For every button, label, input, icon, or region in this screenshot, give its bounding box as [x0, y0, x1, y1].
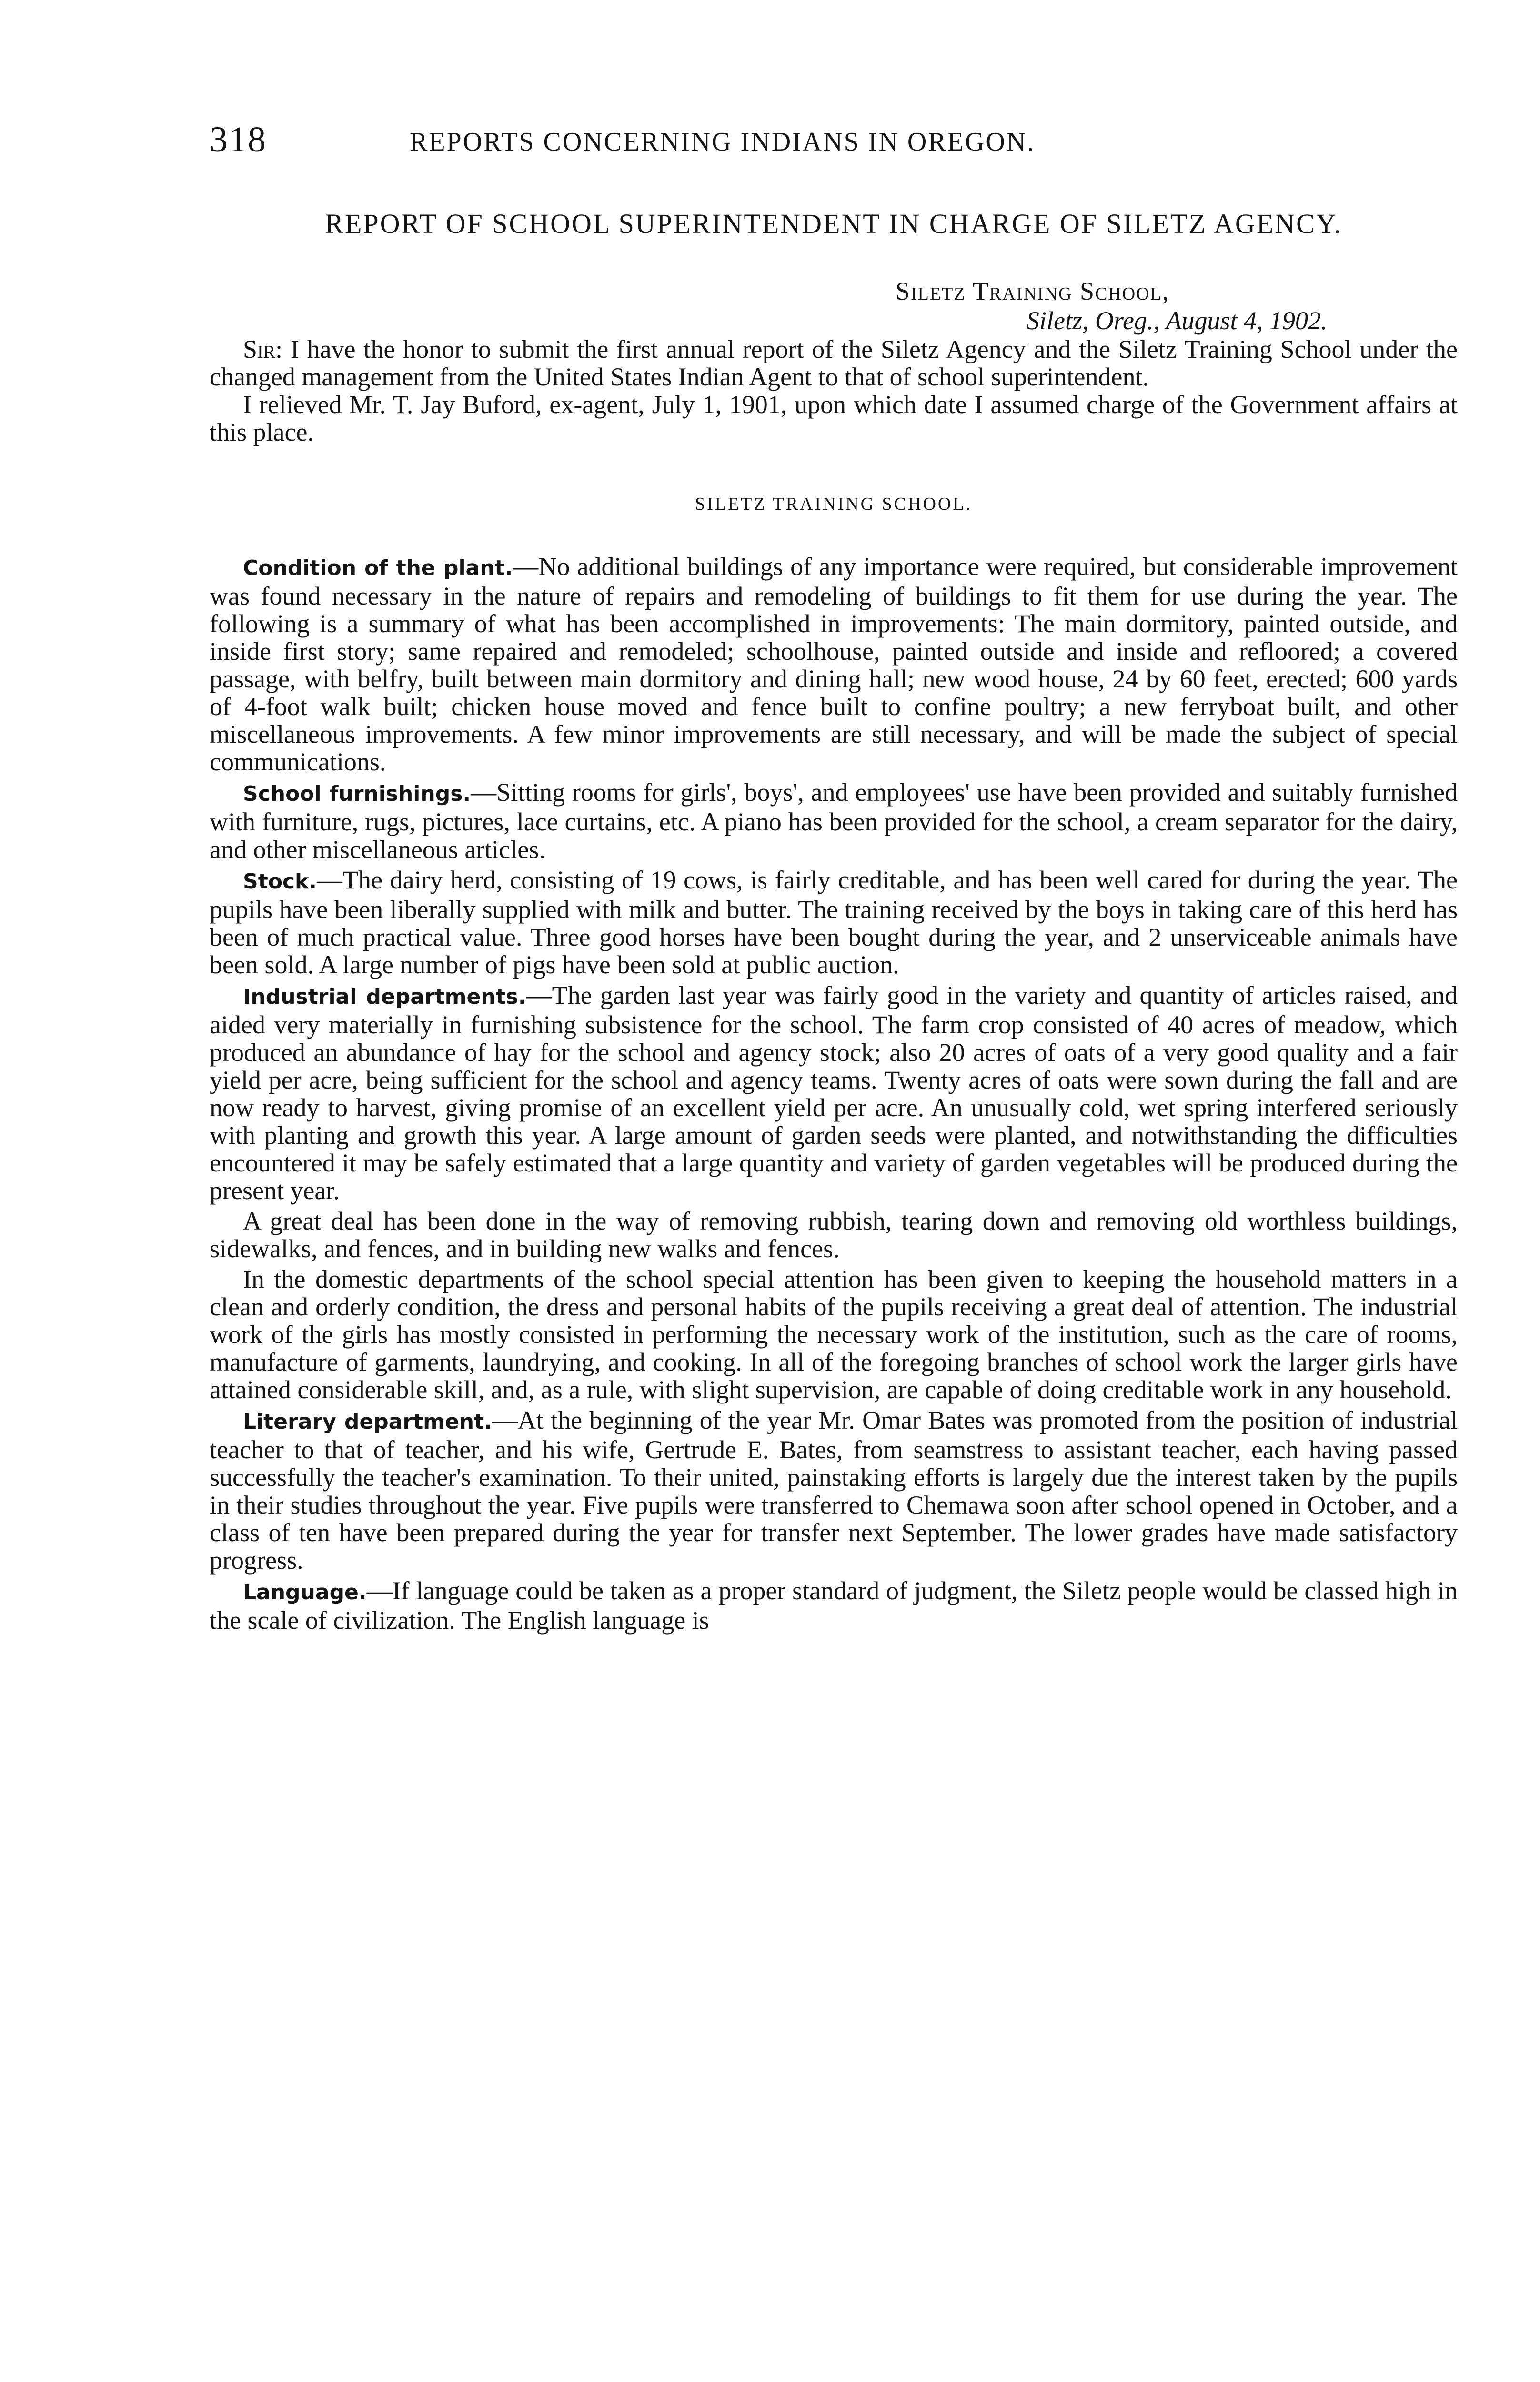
paragraph-text: —No additional buildings of any importance were required, but considerable improvement was found necessary in the nature of repairs and remodeling of buildings to fit them for use during the year. The following is a summary of what has been accomplished in improvements: The main dormitory, painted outside, and inside first story; same repaired and remodeled; schoolhouse, painted outside and inside and refloored; a covered passage, with belfry, built between main dormitory and dining hall; new wood house, 24 by 60 feet, erected; 600 yards of 4-foot walk built; chicken house moved and fence built to confine poultry; a new ferryboat built, and other miscellaneous improvements. A few minor improvements are still necessary, and will be made the subject of special communications.	[210, 552, 1458, 776]
body-paragraph	[210, 1207, 1458, 1262]
paragraph-heading: Condition of the plant.	[243, 556, 513, 580]
intro-section	[210, 335, 1458, 446]
body-paragraph	[210, 1265, 1458, 1403]
intro-paragraph	[210, 335, 1458, 391]
document-page	[210, 119, 1458, 1634]
body-paragraph	[210, 778, 1458, 863]
intro-paragraph-text: I have the honor to submit the first annual report of the Siletz Agency and the Siletz Training School under the changed management from the United States Indian Agent to that of school superintendent.	[210, 335, 1458, 391]
paragraph-text: —The garden last year was fairly good in the variety and quantity of articles raised, and aided very materially in furnishing subsistence for the school. The farm crop consisted of 40 acres of meadow, which produced an abundance of hay for the school and agency stock; also 20 acres of oats of a very good quality and a fair yield per acre, being sufficient for the school and agency teams. Twenty acres of oats were sown during the fall and are now ready to harvest, giving promise of an excellent yield per acre. An unusually cold, wet spring interfered seriously with planting and growth this year. A large amount of garden seeds were planted, and notwithstanding the difficulties encountered it may be safely estimated that a large quantity and variety of garden vegetables will be produced during the present year.	[210, 981, 1458, 1205]
paragraph-heading: Stock.	[243, 869, 317, 894]
paragraph-text: —The dairy herd, consisting of 19 cows, is fairly creditable, and has been well cared for during the year. The pupils have been liberally supplied with milk and butter. The training received by the boys in taking care of this herd has been of much practical value. Three good horses have been bought during the year, and 2 unserviceable animals have been sold. A large number of pigs have been sold at public auction.	[210, 866, 1458, 979]
page-number: 318	[210, 120, 267, 160]
body-paragraph	[210, 1577, 1458, 1634]
body-paragraph	[210, 553, 1458, 776]
paragraph-heading: Literary department.	[243, 1410, 492, 1434]
section-heading: SILETZ TRAINING SCHOOL.	[695, 494, 973, 514]
paragraph-heading: Industrial departments.	[243, 985, 526, 1009]
dateline-place: Siletz Training School,	[896, 277, 1170, 305]
paragraph-heading: School furnishings.	[243, 782, 471, 806]
paragraph-text: A great deal has been done in the way of removing rubbish, tearing down and removing old worthless buildings, sidewalks, and fences, and in building new walks and fences.	[210, 1207, 1458, 1263]
report-body	[210, 553, 1458, 1634]
report-title: REPORT OF SCHOOL SUPERINTENDENT IN CHARGE OF SILETZ AGENCY.	[325, 208, 1342, 239]
dateline-date: Siletz, Oreg., August 4, 1902.	[1027, 306, 1328, 335]
intro-paragraph-text: I relieved Mr. T. Jay Buford, ex-agent, July 1, 1901, upon which date I assumed charge of the Government affairs at this place.	[210, 390, 1458, 446]
intro-paragraph	[210, 391, 1458, 446]
paragraph-text: In the domestic departments of the school special attention has been given to keeping the household matters in a clean and orderly condition, the dress and personal habits of the pupils receiving a great deal of attention. The industrial work of the girls has mostly consisted in performing the necessary work of the institution, such as the care of rooms, manufacture of garments, laundrying, and cooking. In all of the foregoing branches of school work the larger girls have attained considerable skill, and, as a rule, with slight supervision, are capable of doing creditable work in any household.	[210, 1265, 1458, 1404]
paragraph-text: —If language could be taken as a proper standard of judgment, the Siletz people would be classed high in the scale of civilization. The English language is	[210, 1576, 1458, 1635]
salutation: Sir:	[243, 335, 283, 363]
body-paragraph	[210, 866, 1458, 979]
page-header	[210, 119, 1458, 167]
paragraph-heading: Language.	[243, 1580, 367, 1605]
dateline	[210, 276, 1458, 335]
body-paragraph	[210, 981, 1458, 1204]
body-paragraph	[210, 1406, 1458, 1574]
running-head: REPORTS CONCERNING INDIANS IN OREGON.	[410, 127, 1036, 157]
paragraph-text: —Sitting rooms for girls', boys', and employees' use have been provided and suitably furnished with furniture, rugs, pictures, lace curtains, etc. A piano has been provided for the school, a cream separator for the dairy, and other miscellaneous articles.	[210, 778, 1458, 864]
paragraph-text: —At the beginning of the year Mr. Omar Bates was promoted from the position of industrial teacher to that of teacher, and his wife, Gertrude E. Bates, from seamstress to assistant teacher, each having passed successfully the teacher's examination. To their united, painstaking efforts is largely due the interest taken by the pupils in their studies throughout the year. Five pupils were transferred to Chemawa soon after school opened in October, and a class of ten have been prepared during the year for transfer next September. The lower grades have made satisfactory progress.	[210, 1406, 1458, 1575]
